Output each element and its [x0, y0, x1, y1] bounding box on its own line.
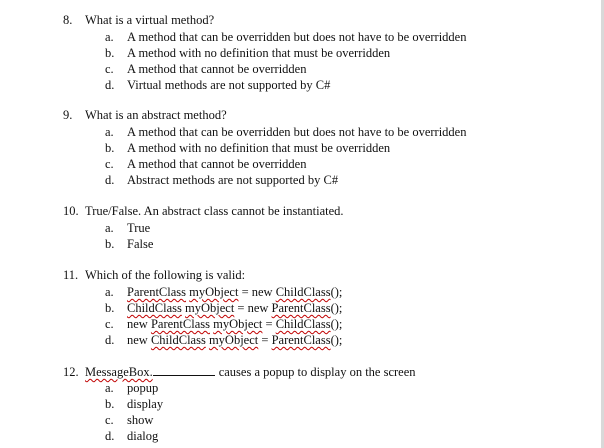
q10-option-a: a. True [105, 221, 151, 235]
question-text: What is a virtual method? [85, 13, 215, 27]
question-text: True/False. An abstract class cannot be instantiated. [85, 204, 344, 218]
q9-option-b: b. A method with no definition that must be overridden [105, 141, 391, 155]
q11-option-c: c. new ParentClass myObject = ChildClass(); [105, 317, 343, 331]
q8-option-b: b. A method with no definition that must be overridden [105, 46, 391, 60]
question-number: 10. [63, 204, 79, 218]
question-number: 9. [63, 108, 73, 122]
question-12 [63, 364, 416, 380]
q9-option-d: d. Abstract methods are not supported by C# [105, 173, 339, 187]
question-10 [63, 204, 344, 219]
question-8 [63, 13, 214, 28]
fill-in-blank [153, 364, 215, 376]
question-9 [63, 108, 227, 123]
question-11 [63, 268, 245, 283]
q9-option-c: c. A method that cannot be overridden [105, 157, 307, 171]
q8-option-a: a. A method that can be overridden but does not have to be overridden [105, 30, 467, 44]
question-text: causes a popup to display on the screen [218, 365, 416, 379]
q8-option-d: d. Virtual methods are not supported by C# [105, 78, 331, 92]
q8-option-c: c. A method that cannot be overridden [105, 62, 307, 76]
q12-option-d: d. dialog [105, 429, 159, 443]
q9-option-a: a. A method that can be overridden but does not have to be overridden [105, 125, 467, 139]
q12-option-b: b. display [105, 397, 164, 411]
question-number: 8. [63, 13, 73, 27]
question-number: 12. [63, 365, 79, 379]
q11-option-a: a. ParentClass myObject = new ChildClass(); [105, 285, 343, 299]
q12-option-a: a. popup [105, 381, 159, 395]
question-text: What is an abstract method? [85, 108, 227, 122]
question-text: Which of the following is valid: [85, 268, 246, 282]
q12-option-c: c. show [105, 413, 154, 427]
q11-option-d: d. new ChildClass myObject = ParentClass(); [105, 333, 343, 347]
question-number: 11. [63, 268, 79, 282]
q11-option-b: b. ChildClass myObject = new ParentClass(); [105, 301, 343, 315]
question-prefix: MessageBox. [85, 365, 153, 379]
q10-option-b: b. False [105, 237, 154, 251]
